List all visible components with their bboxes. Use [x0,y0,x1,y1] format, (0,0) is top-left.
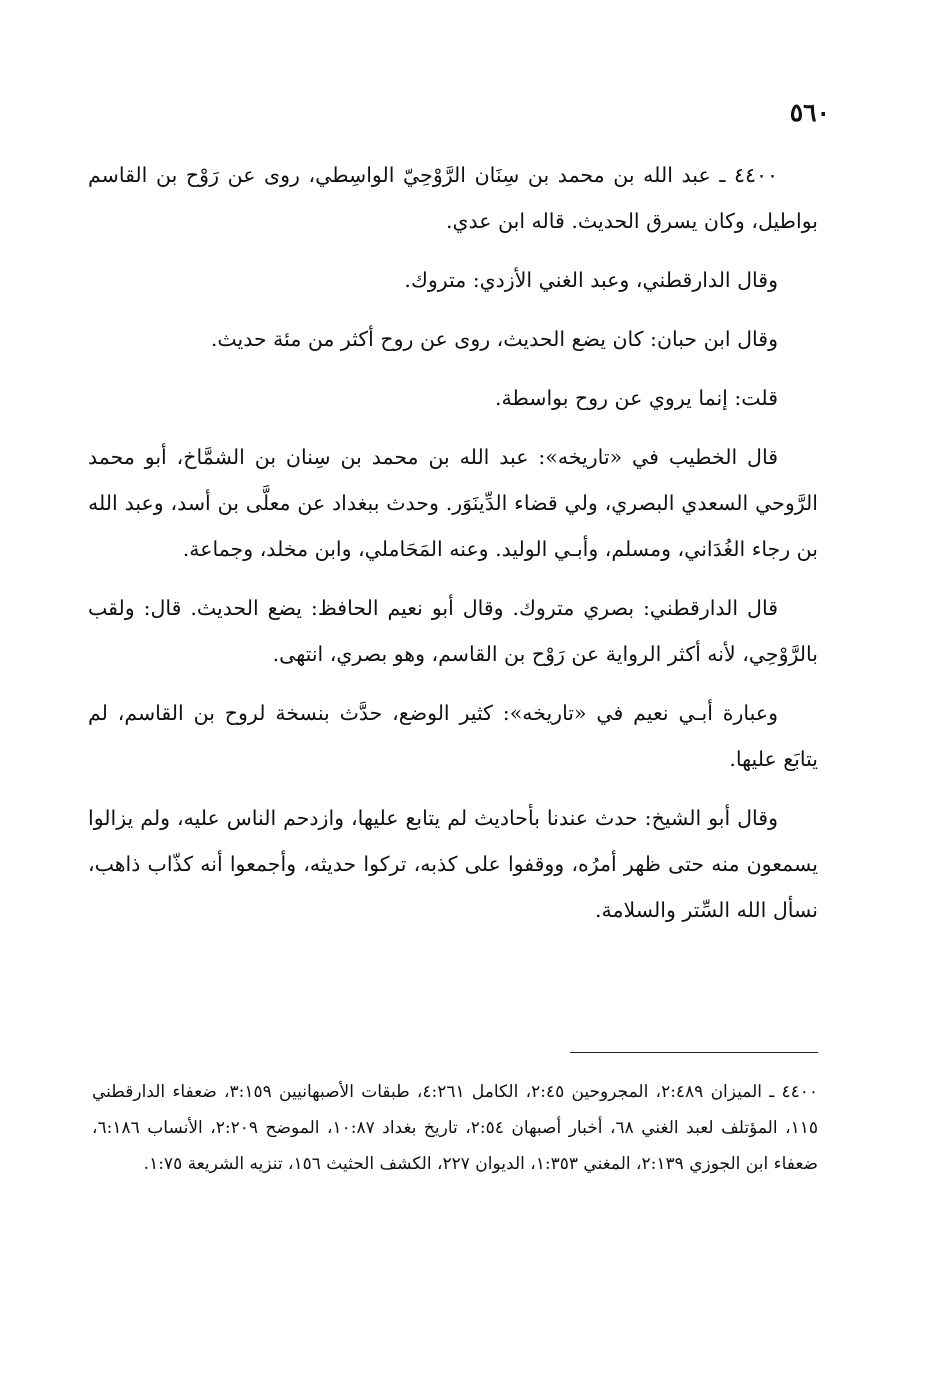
footnote-divider [570,1052,818,1053]
entry-paragraph: وقال ابن حبان: كان يضع الحديث، روى عن روح أكثر من مئة حديث. [210,327,778,351]
entry-paragraph: وقال أبو الشيخ: حدث عندنا بأحاديث لم يتابع عليها، وازدحم الناس عليه، ولم يزالوا يسمعون منه حتى ظهر أمرُه، ووقفوا على كذبه، تركوا حديثه، وأجمعوا أنه كذّاب ذاهب، نسأل الله السِّتر والسلامة. [88,806,818,922]
entry-paragraph: قلت: إنما يروي عن روح بواسطة. [494,386,778,410]
footnote-section [92,1074,818,1182]
biography-entry [88,152,818,946]
entry-paragraph: وعبارة أبـي نعيم في «تاريخه»: كثير الوضع، حدَّث بنسخة لروح بن القاسم، لم يتابَع عليها. [88,701,818,771]
entry-paragraph: وقال الدارقطني، وعبد الغني الأزدي: متروك. [404,268,778,292]
entry-heading-paragraph: ٤٤٠٠ ـ عبد الله بن محمد بن سِنَان الرَّوْحِيّ الواسِطي، روى عن رَوْح بن القاسم بواطيل، وكان يسرق الحديث. قاله ابن عدي. [88,163,818,233]
entry-paragraph: قال الخطيب في «تاريخه»: عبد الله بن محمد بن سِنان بن الشمَّاخ، أبو محمد الرَّوحي السعدي البصري، ولي قضاء الدِّينَوَر. وحدث ببغداد عن معلَّى بن أسد، وعبد الله بن رجاء الغُدَاني، ومسلم، وأبـي الوليد. وعنه المَحَاملي، وابن مخلد، وجماعة. [88,445,818,561]
footnote-text: ٤٤٠٠ ـ الميزان ٢:٤٨٩، المجروحين ٢:٤٥، الكامل ٤:٢٦١، طبقات الأصبهانيين ٣:١٥٩، ضعفاء الدارقطني ١١٥، المؤتلف لعبد الغني ٦٨، أخبار أصبهان ٢:٥٤، تاريخ بغداد ١٠:٨٧، الموضح ٢:٢٠٩، الأنساب ٦:١٨٦، ضعفاء ابن الجوزي ٢:١٣٩، المغني ١:٣٥٣، الديوان ٢٢٧، الكشف الحثيث ١٥٦، تنزيه الشريعة ١:٧٥. [92,1082,819,1174]
entry-paragraph: قال الدارقطني: بصري متروك. وقال أبو نعيم الحافظ: يضع الحديث. قال: ولقب بالرَّوْحِي، لأنه أكثر الرواية عن رَوْح بن القاسم، وهو بصري، انتهى. [88,596,818,666]
page-number: ٥٦٠ [789,98,830,127]
